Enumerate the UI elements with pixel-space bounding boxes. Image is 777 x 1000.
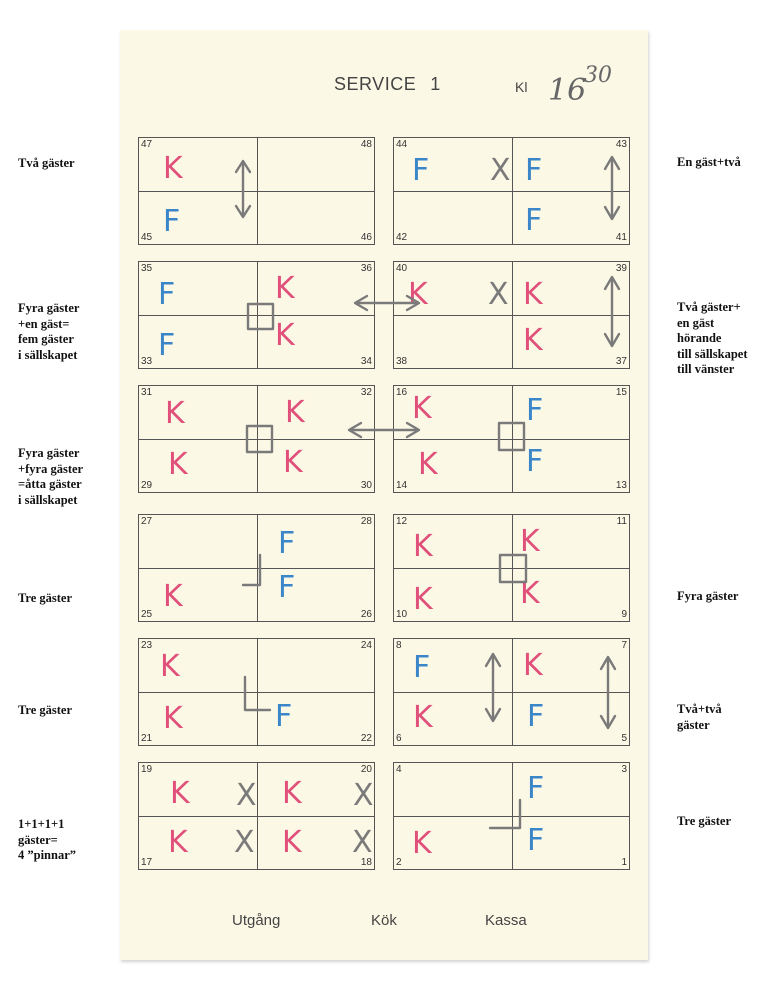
table-number: 20 [360,764,372,775]
mark-k: K [282,825,302,860]
time-hour: 16 [548,73,587,108]
mark-k: K [413,700,433,735]
annotation-right-2: Två gäster+ en gäst hörande till sällskapet till vänster [677,300,748,376]
table-number: 19 [141,764,153,775]
annotation-right-3: Fyra gäster [677,589,739,603]
table-number: 45 [141,232,153,243]
table-number: 48 [360,139,372,150]
table-number: 17 [141,857,153,868]
table-35-36-33-34 [138,261,375,369]
mark-f: F [525,153,543,188]
table-number: 5 [621,733,627,744]
mark-k: K [168,447,188,482]
mark-x: X [353,778,374,813]
mark-k: K [408,277,428,312]
table-number: 1 [621,857,627,868]
table-number: 43 [615,139,627,150]
mark-f: F [526,444,544,479]
mark-k: K [413,582,433,617]
table-27-28-25-26 [138,514,375,622]
annotation-left-5: Tre gäster [18,703,73,717]
table-number: 21 [141,733,153,744]
mark-k: K [275,318,295,353]
table-number: 9 [621,609,627,620]
table-23-24-21-22 [138,638,375,746]
table-number: 24 [360,640,372,651]
service-title [334,74,441,95]
mark-f: F [527,699,545,734]
table-number: 22 [360,733,372,744]
annotation-left-1: Två gäster [18,156,75,170]
table-47-48-45-46 [138,137,375,245]
table-number: 15 [615,387,627,398]
table-number: 10 [396,609,408,620]
mark-x: X [234,825,255,860]
table-number: 41 [615,232,627,243]
exit-label: Utgång [232,912,281,929]
table-number: 14 [396,480,408,491]
table-number: 2 [396,857,402,868]
mark-k: K [163,151,183,186]
table-number: 8 [396,640,402,651]
mark-k: K [160,649,180,684]
table-number: 3 [621,764,627,775]
table-16-15-14-13 [393,385,630,493]
time-label: Kl [515,79,528,95]
mark-x: X [236,778,257,813]
mark-k: K [165,396,185,431]
table-number: 6 [396,733,402,744]
mark-f: F [278,570,296,605]
table-number: 12 [396,516,408,527]
table-number: 39 [615,263,627,274]
mark-x: X [352,825,373,860]
mark-k: K [170,776,190,811]
mark-f: F [526,393,544,428]
table-number: 7 [621,640,627,651]
annotation-left-2: Fyra gäster +en gäst= fem gäster i sällskapet [18,301,80,362]
table-number: 47 [141,139,153,150]
table-number: 4 [396,764,402,775]
mark-f: F [158,328,176,363]
table-number: 32 [360,387,372,398]
mark-k: K [282,776,302,811]
table-number: 29 [141,480,153,491]
table-12-11-10-9 [393,514,630,622]
table-number: 40 [396,263,408,274]
mark-f: F [527,823,545,858]
annotation-right-5: Tre gäster [677,814,732,828]
table-number: 35 [141,263,153,274]
mark-f: F [525,203,543,238]
register-label: Kassa [485,912,527,929]
table-number: 44 [396,139,408,150]
mark-k: K [523,323,543,358]
annotation-left-3: Fyra gäster +fyra gäster =åtta gäster i sällskapet [18,446,84,507]
annotation-left-4: Tre gäster [18,591,73,605]
table-number: 31 [141,387,153,398]
table-number: 46 [360,232,372,243]
annotation-right-1: En gäst+två [677,155,741,169]
table-4-3-2-1 [393,762,630,870]
table-number: 37 [615,356,627,367]
table-number: 36 [360,263,372,274]
table-19-20-17-18 [138,762,375,870]
mark-f: F [163,204,181,239]
table-number: 28 [360,516,372,527]
table-number: 26 [360,609,372,620]
mark-x: X [488,277,509,312]
table-8-7-6-5 [393,638,630,746]
handwritten-time [546,60,636,110]
mark-f: F [275,699,293,734]
mark-k: K [523,277,543,312]
table-number: 42 [396,232,408,243]
mark-x: X [490,153,511,188]
table-31-32-29-30 [138,385,375,493]
mark-k: K [412,826,432,861]
mark-k: K [520,576,540,611]
mark-f: F [412,153,430,188]
mark-k: K [163,579,183,614]
mark-k: K [285,395,305,430]
table-number: 34 [360,356,372,367]
mark-k: K [168,825,188,860]
table-44-43-42-41 [393,137,630,245]
table-number: 13 [615,480,627,491]
table-number: 23 [141,640,153,651]
service-label: SERVICE [334,74,417,94]
mark-k: K [275,271,295,306]
table-number: 38 [396,356,408,367]
annotation-left-6: 1+1+1+1 gäster= 4 ”pinnar” [18,817,77,862]
table-number: 25 [141,609,153,620]
mark-f: F [527,771,545,806]
table-number: 30 [360,480,372,491]
time-minutes: 30 [584,63,612,88]
table-number: 16 [396,387,408,398]
annotation-right-4: Två+två gäster [677,702,722,732]
mark-f: F [158,277,176,312]
mark-k: K [163,701,183,736]
table-number: 11 [616,516,627,527]
mark-k: K [520,524,540,559]
mark-f: F [413,650,431,685]
mark-k: K [283,445,303,480]
table-40-39-38-37 [393,261,630,369]
table-number: 18 [360,857,372,868]
table-number: 27 [141,516,153,527]
kitchen-label: Kök [371,912,397,929]
mark-k: K [413,529,433,564]
service-number: 1 [430,74,441,94]
mark-k: K [418,447,438,482]
table-number: 33 [141,356,153,367]
mark-k: K [523,648,543,683]
mark-f: F [278,526,296,561]
mark-k: K [412,391,432,426]
